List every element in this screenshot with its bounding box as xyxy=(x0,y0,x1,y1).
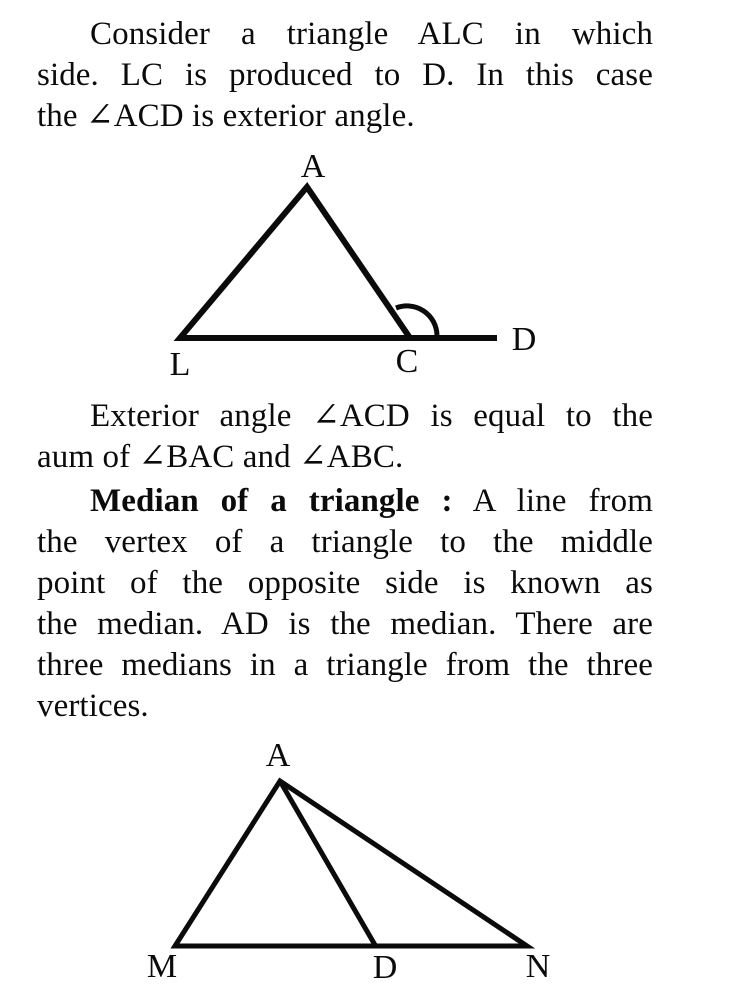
text-line: the vertex of a triangle to the middle xyxy=(37,524,653,560)
vertex-label-a2: A xyxy=(265,737,291,774)
vertex-label-d: D xyxy=(511,321,537,358)
triangle-amn-outline xyxy=(175,781,527,946)
text-line: point of the opposite side is known as xyxy=(37,565,653,601)
paragraph-exterior-angle-sum xyxy=(37,396,653,478)
text-line: Exterior angle ∠ACD is equal to the xyxy=(90,398,653,434)
paragraph-median-definition xyxy=(37,481,653,727)
text-line: three medians in a triangle from the three xyxy=(37,647,653,683)
figure-triangle-alc xyxy=(180,187,497,338)
median-ad-line xyxy=(280,781,375,945)
vertex-label-m: M xyxy=(146,948,178,985)
vertex-label-l: L xyxy=(169,346,191,383)
text-line: Consider a triangle ALC in which xyxy=(90,16,653,52)
text-line xyxy=(37,481,653,522)
triangle-alc-outline xyxy=(180,187,497,338)
text-line: the median. AD is the median. There are xyxy=(37,606,653,642)
median-heading: Median of a triangle : xyxy=(90,483,453,519)
text-line: aum of ∠BAC and ∠ABC. xyxy=(37,439,404,475)
vertex-label-a: A xyxy=(300,148,326,185)
text-line: side. LC is produced to D. In this case xyxy=(37,57,653,93)
text-line: the ∠ACD is exterior angle. xyxy=(37,98,415,134)
text-line: vertices. xyxy=(37,688,149,724)
vertex-label-d2: D xyxy=(372,949,398,986)
figure-triangle-amn xyxy=(175,781,527,946)
vertex-label-n: N xyxy=(525,948,551,985)
text-segment: A line from xyxy=(452,483,653,519)
vertex-label-c: C xyxy=(395,343,419,380)
